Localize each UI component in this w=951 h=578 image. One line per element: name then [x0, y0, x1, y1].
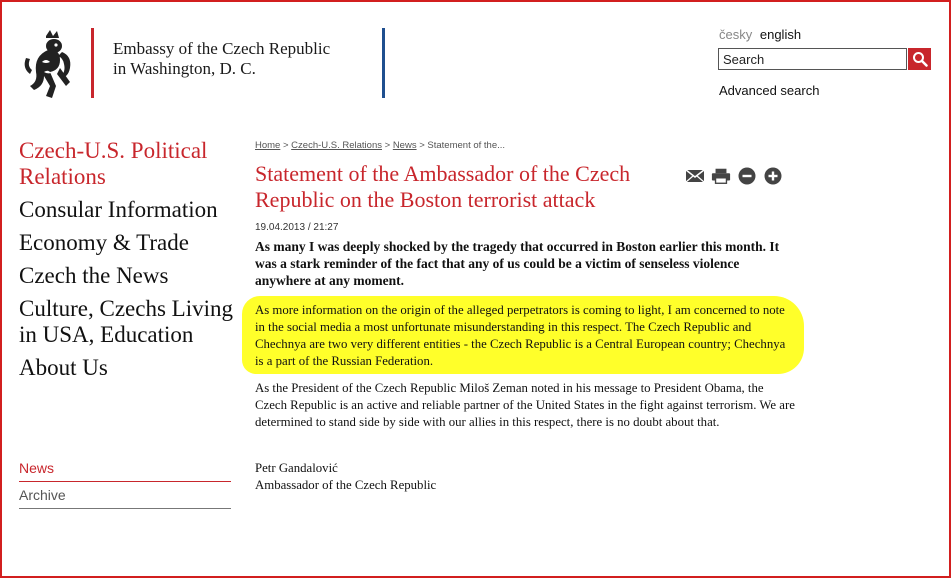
signature-title: Ambassador of the Czech Republic [255, 478, 437, 492]
header-divider-red [91, 28, 94, 98]
breadcrumb-separator: > [381, 140, 393, 151]
print-icon[interactable] [711, 166, 731, 186]
header-divider-blue [382, 28, 385, 98]
embassy-name-line2: in Washington, D. C. [113, 59, 256, 78]
article-lead: As many I was deeply shocked by the tragedy that occurred in Boston earlier this month. It was a stark reminder of the fact that any of us could be a victim of senseless violence anywhere at any moment. [255, 239, 780, 288]
article-paragraph: As the President of the Czech Republic Miloš Zeman noted in his message to President Obama, the Czech Republic is an active and reliable partner of the United States in the fight against terrorism. We are determined to stand side by side with our allies in this respect, there is no doubt about that. [255, 381, 795, 429]
zoom-in-icon[interactable] [763, 166, 783, 186]
lang-english-link[interactable]: english [759, 27, 802, 42]
article-date: 19.04.2013 / 21:27 [255, 222, 339, 233]
nav-item-political-relations[interactable]: Czech-U.S. Political Relations [19, 138, 208, 189]
article-title: Statement of the Ambassador of the Czech Republic on the Boston terrorist attack [255, 161, 631, 212]
embassy-name-line1: Embassy of the Czech Republic [113, 39, 331, 58]
breadcrumb-current: Statement of the... [427, 140, 506, 151]
language-switcher [719, 27, 801, 42]
lang-czech-link[interactable]: česky [719, 27, 753, 42]
breadcrumb-separator: > [280, 140, 292, 151]
nav-item-consular-information[interactable]: Consular Information [19, 197, 218, 222]
search-icon [912, 51, 928, 67]
email-icon[interactable] [685, 166, 705, 186]
search-button[interactable] [908, 48, 931, 70]
breadcrumb-news[interactable]: News [392, 140, 417, 151]
breadcrumb-separator: > [416, 140, 428, 151]
breadcrumb-relations[interactable]: Czech-U.S. Relations [291, 140, 382, 151]
lion-crest-logo[interactable] [18, 28, 78, 98]
embassy-name [113, 39, 375, 79]
article-signature [255, 460, 436, 494]
zoom-out-icon[interactable] [737, 166, 757, 186]
search-input[interactable]: Search [718, 48, 907, 70]
breadcrumb-home[interactable]: Home [255, 140, 281, 151]
sub-navigation [19, 459, 231, 513]
nav-item-culture[interactable]: Culture, Czechs Living in USA, Education [19, 296, 233, 347]
advanced-search-link[interactable]: Advanced search [719, 83, 820, 98]
nav-item-economy-trade[interactable]: Economy & Trade [19, 230, 189, 255]
breadcrumb [255, 140, 505, 151]
article-tools [685, 166, 783, 186]
nav-item-about-us[interactable]: About Us [19, 355, 108, 380]
signature-name: Petr Gandalović [255, 461, 338, 475]
main-navigation [19, 138, 239, 388]
subnav-item-archive[interactable]: Archive [19, 486, 231, 509]
article-paragraph-highlighted: As more information on the origin of the alleged perpetrators is coming to light, I am concerned to note in the social media a most unfortunate misunderstanding in this respect. The Czech Republic and Chechnya are two very different entities - the Czech Republic is a Central European country; Chechnya is a part of the Russian Federation. [255, 303, 786, 368]
subnav-item-news[interactable]: News [19, 459, 231, 482]
nav-item-czech-the-news[interactable]: Czech the News [19, 263, 169, 288]
